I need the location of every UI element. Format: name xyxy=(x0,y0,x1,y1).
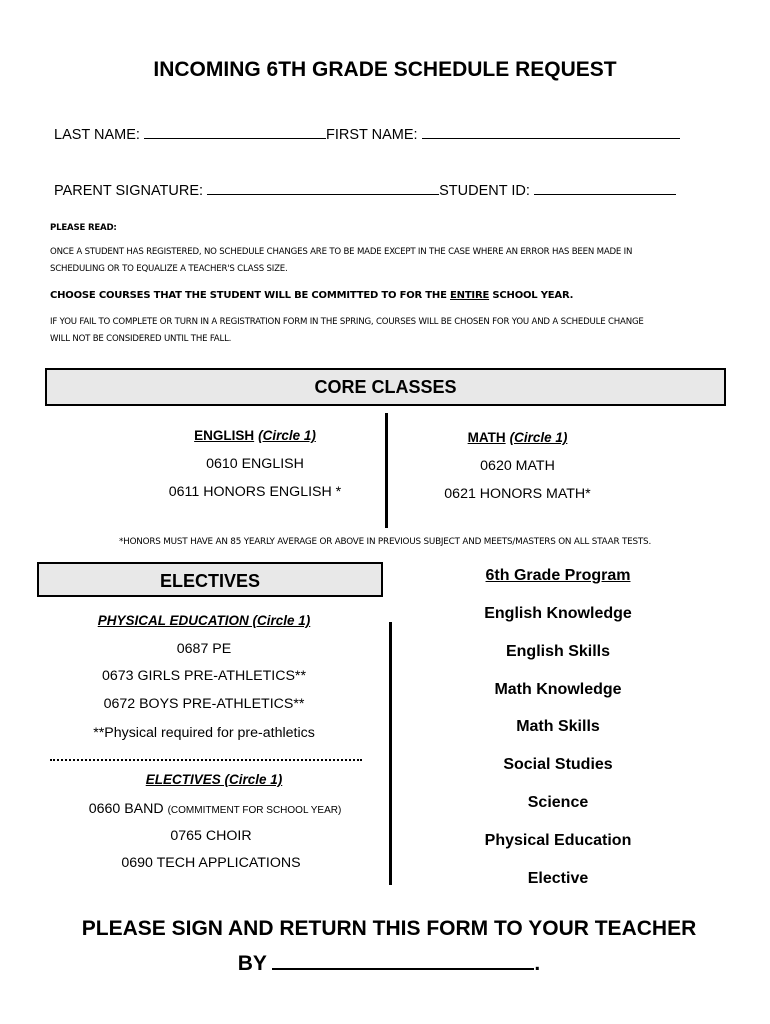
due-date-field[interactable] xyxy=(272,948,534,970)
band-label: 0660 BAND xyxy=(88,801,164,817)
note-failure-line-2: WILL NOT BE CONSIDERED UNTIL THE FALL. xyxy=(50,334,232,344)
honors-english-option[interactable]: 0611 HONORS ENGLISH * xyxy=(168,484,342,500)
program-item: English Knowledge xyxy=(484,605,632,622)
girls-pre-athletics-option[interactable]: 0673 GIRLS PRE-ATHLETICS** xyxy=(102,668,306,684)
first-name-label: FIRST NAME: xyxy=(325,127,418,143)
name-row xyxy=(54,124,680,143)
program-item: Math Skills xyxy=(516,718,600,735)
note-registration-line-2: SCHEDULING OR TO EQUALIZE A TEACHER'S CLASS SIZE. xyxy=(50,264,288,274)
note-registration-line-1: ONCE A STUDENT HAS REGISTERED, NO SCHEDULE CHANGES ARE TO BE MADE EXCEPT IN THE CASE WHERE AN ERROR HAS BEEN MADE IN xyxy=(50,247,633,257)
band-option[interactable] xyxy=(45,801,385,817)
electives-subheading-text: ELECTIVES (Circle 1) xyxy=(145,772,283,787)
last-name-label: LAST NAME: xyxy=(54,127,140,143)
program-item: Social Studies xyxy=(503,756,613,773)
student-id-label: STUDENT ID: xyxy=(439,183,530,199)
footer-instruction: PLEASE SIGN AND RETURN THIS FORM TO YOUR TEACHER xyxy=(81,917,697,940)
math-section xyxy=(400,430,635,446)
last-name-field[interactable] xyxy=(144,124,326,139)
program-heading: 6th Grade Program xyxy=(485,567,631,584)
parent-signature-field[interactable] xyxy=(207,180,439,195)
math-option[interactable]: 0620 MATH xyxy=(480,458,555,474)
note-commitment-prefix: CHOOSE COURSES THAT THE STUDENT WILL BE COMMITTED TO FOR THE xyxy=(50,290,447,301)
program-item: English Skills xyxy=(505,643,611,660)
first-name-field[interactable] xyxy=(422,124,680,139)
page-title: INCOMING 6TH GRADE SCHEDULE REQUEST xyxy=(153,58,617,81)
core-classes-header: CORE CLASSES xyxy=(45,368,726,406)
pe-heading-text: PHYSICAL EDUCATION (Circle 1) xyxy=(97,613,311,628)
note-commitment-entire: ENTIRE xyxy=(450,290,490,301)
note-commitment-suffix: SCHOOL YEAR. xyxy=(492,290,574,301)
signature-row xyxy=(54,180,676,199)
note-commitment xyxy=(50,287,730,304)
footer-period: . xyxy=(534,952,541,975)
dotted-divider xyxy=(50,759,362,761)
program-item: Physical Education xyxy=(484,832,632,849)
english-heading: ENGLISH xyxy=(194,428,255,443)
choir-option[interactable]: 0765 CHOIR xyxy=(170,828,252,844)
pe-option[interactable]: 0687 PE xyxy=(176,641,232,657)
program-item: Elective xyxy=(527,870,589,887)
pe-heading xyxy=(45,613,363,629)
tech-applications-option[interactable]: 0690 TECH APPLICATIONS xyxy=(121,855,301,871)
english-heading-note: (Circle 1) xyxy=(258,428,316,443)
pre-athletics-note: **Physical required for pre-athletics xyxy=(93,725,315,741)
honors-math-option[interactable]: 0621 HONORS MATH* xyxy=(444,486,591,502)
electives-subheading xyxy=(55,772,373,788)
program-item: Math Knowledge xyxy=(494,681,622,698)
please-read-label: PLEASE READ: xyxy=(50,223,117,233)
student-id-field[interactable] xyxy=(534,180,676,195)
math-heading: MATH xyxy=(467,430,506,445)
footer-due-line xyxy=(0,948,770,976)
parent-signature-label: PARENT SIGNATURE: xyxy=(54,183,204,199)
math-heading-note: (Circle 1) xyxy=(509,430,568,445)
boys-pre-athletics-option[interactable]: 0672 BOYS PRE-ATHLETICS** xyxy=(103,696,305,712)
electives-divider xyxy=(389,622,392,885)
honors-requirement-note: *HONORS MUST HAVE AN 85 YEARLY AVERAGE OR ABOVE IN PREVIOUS SUBJECT AND MEETS/MASTERS ON ALL STAAR TESTS. xyxy=(118,537,652,547)
program-item: Science xyxy=(527,794,589,811)
note-failure-line-1: IF YOU FAIL TO COMPLETE OR TURN IN A REGISTRATION FORM IN THE SPRING, COURSES WILL BE CHOSEN FOR YOU AND A SCHEDULE CHANGE xyxy=(50,317,644,327)
electives-header: ELECTIVES xyxy=(37,562,383,597)
english-option[interactable]: 0610 ENGLISH xyxy=(206,456,304,472)
footer-by-label: BY xyxy=(237,952,267,975)
band-note: (COMMITMENT FOR SCHOOL YEAR) xyxy=(167,805,342,816)
english-section xyxy=(110,428,400,444)
